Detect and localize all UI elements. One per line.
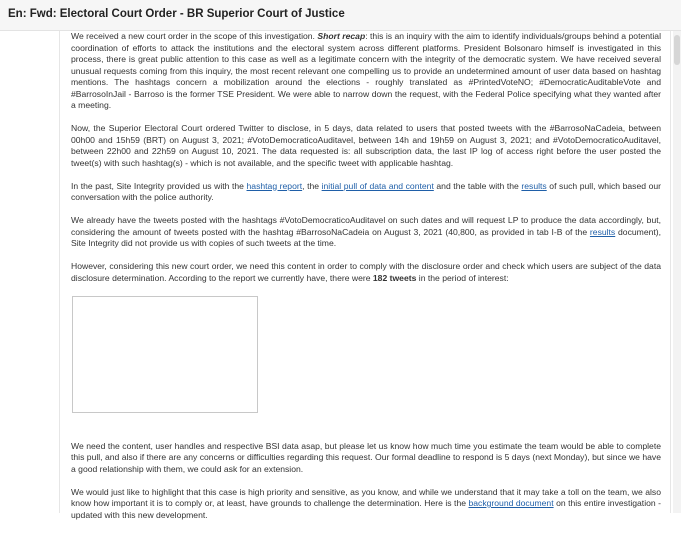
email-body — [71, 31, 661, 533]
site-integrity-text-a: In the past, Site Integrity provided us with the — [71, 180, 244, 191]
new-order-text-b: in the period of interest: — [418, 272, 509, 283]
email-subject: En: Fwd: Electoral Court Order - BR Superior Court of Justice — [8, 8, 345, 20]
priority-text-a: We would just like to highlight that this case is high priority and sensitive, as you know, and while we understand that it may take a toll on the team, we also know how important it is to comply or, at least, have grounds to challenge the determination. Here is the — [71, 486, 661, 508]
priority-text-b: on this entire investigation - updated with this new development. — [71, 498, 661, 520]
scrollbar-thumb[interactable] — [674, 35, 680, 65]
paragraph-recap — [71, 31, 661, 112]
vertical-scrollbar[interactable] — [673, 31, 681, 513]
paragraph-new-order — [71, 261, 661, 284]
tweet-count: 182 tweets — [372, 272, 417, 283]
paragraph-request: We need the content, user handles and respective BSI data asap, but please let us know how much time you estimate the team would be able to complete this pull, and also if there are any concerns or difficulties regarding this request. Our formal deadline to respond is 5 days (next Monday), but since we have a good relationship with them, we could ask for an extension. — [71, 440, 661, 474]
paragraph-existing-tweets — [71, 215, 661, 250]
site-integrity-text-c: and the table with the — [436, 180, 519, 191]
email-body-frame — [59, 31, 671, 520]
recap-intro-text: We received a new court order in the scope of this investigation. — [71, 31, 315, 41]
existing-tweets-text-b: document), Site Integrity did not provide us with copies of such tweets at the time. — [71, 226, 662, 248]
paragraph-priority — [71, 487, 661, 522]
site-integrity-text-b: , the — [302, 180, 320, 191]
initial-pull-link[interactable]: initial pull of data and content — [321, 180, 434, 191]
background-document-link[interactable]: background document — [468, 498, 554, 508]
recap-text: : this is an inquiry with the aim to identify individuals/groups behind a potential coordination of efforts to attack the institutions and the electoral system across different platforms. President Bolsonaro himself is investigated in this process, there is great public attention to this case as well as a legitimate concern with the integrity of the democratic system. We have received several unusual requests coming from this inquiry, the most recent relevant one compelling us to provide an undetermined amount of user data based on hashtag mentions. The hashtags concern a mobilization around the elections - roughly translated as #PrintedVoteNO; #DemocraticAuditableVote and #BarrosoInJail - Barroso is the former TSE President. We were able to narrow down the request, with the Federal Police specifying what they wanted after a meeting. — [71, 31, 661, 110]
existing-tweets-text-a: We already have the tweets posted with the hashtags #VotoDemocraticoAuditavel on such dates and will request LP to produce the data accordingly, but, considering the amount of tweets posted with the hashtag #BarrosoNaCadeia on August 3, 2021 (40,800, as provided in tab I-B of the — [71, 215, 661, 237]
results-link[interactable]: results — [521, 180, 547, 191]
email-header-bar — [0, 0, 681, 31]
new-order-text-a: However, considering this new court order, we need this content in order to comply with the disclosure order and check which users are subject of the data disclosure determination. According to the report we currently have, there were — [71, 261, 661, 283]
embedded-image-placeholder — [72, 296, 258, 413]
paragraph-court-order: Now, the Superior Electoral Court ordered Twitter to disclose, in 5 days, data related to users that posted tweets with the #BarrosoNaCadeia, between 00h00 and 15h59 (BRT) on August 3, 2021; #VotoDemocraticoAuditavel, between 14h and 19h59 on August 3, 2021; and #VotoDemocraticoAuditavel, between 22h00 and 22h59 on August 10, 2021. The data requested is: all subscription data, the last IP log of access right before the user posted the tweet(s) with such hashtag(s) - which is not available, and the specific tweet with applicable hashtag. — [71, 123, 661, 168]
recap-label: Short recap — [317, 31, 366, 41]
paragraph-site-integrity — [71, 181, 661, 204]
hashtag-report-link[interactable]: hashtag report — [246, 180, 303, 191]
results-document-link[interactable]: results — [589, 226, 616, 237]
site-integrity-text-d: of such pull, which based our conversation with the police authority. — [71, 180, 662, 202]
